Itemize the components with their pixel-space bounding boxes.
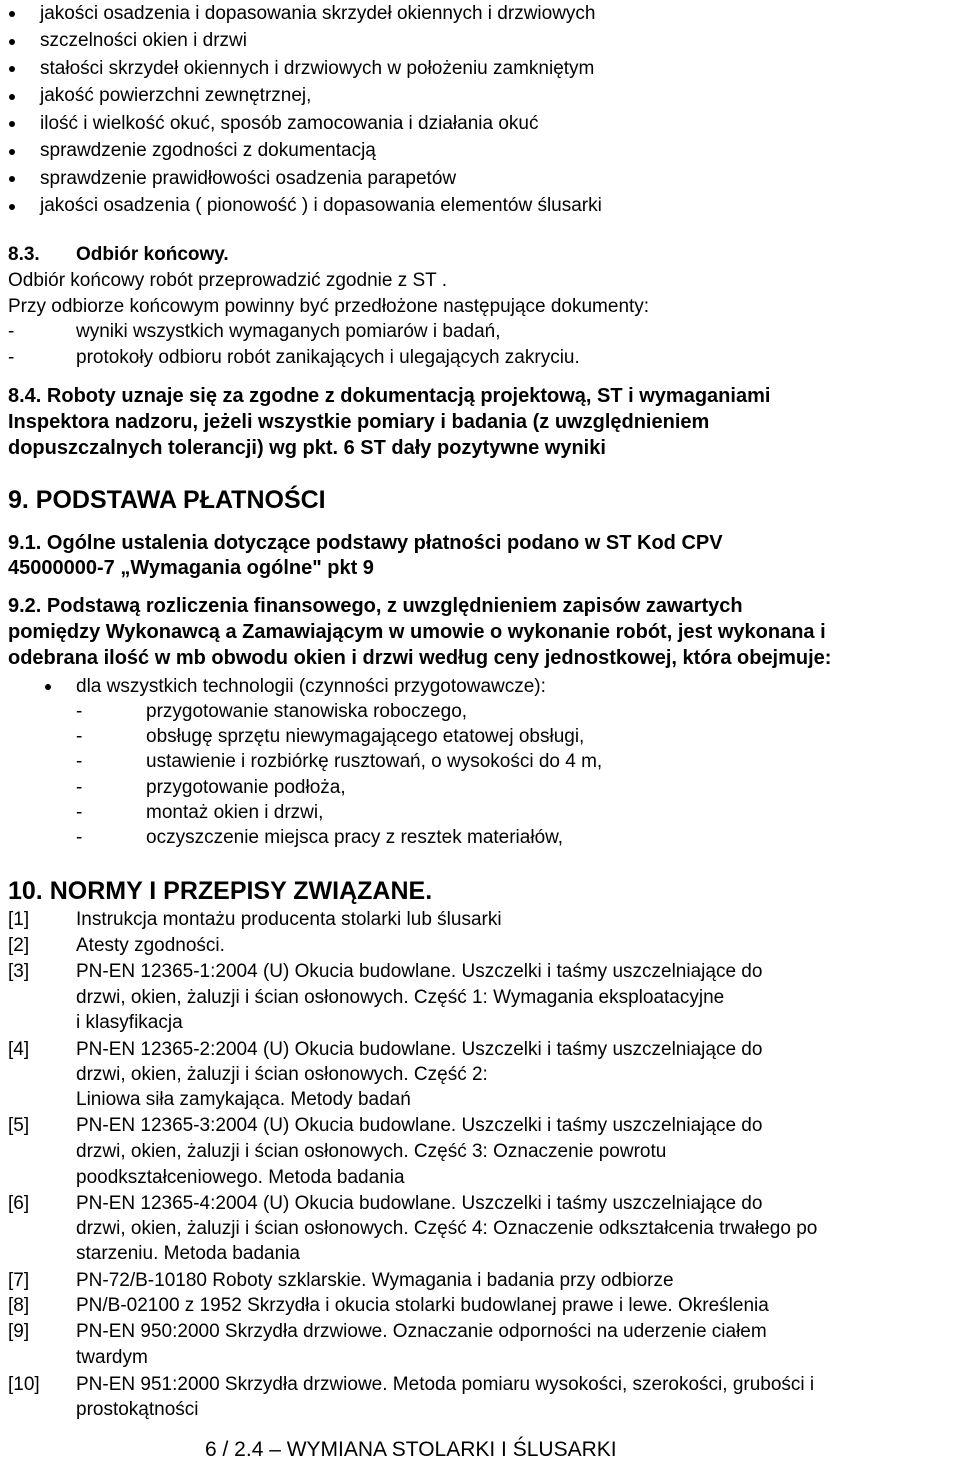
bullet-dot bbox=[9, 39, 15, 45]
list-item: ustawienie i rozbiórkę rusztowań, o wysokości do 4 m, bbox=[146, 751, 603, 772]
bullet-item: sprawdzenie prawidłowości osadzenia parapetów bbox=[40, 168, 457, 189]
list-item: przygotowanie podłoża, bbox=[146, 777, 346, 798]
page-footer: 6 / 2.4 – WYMIANA STOLARKI I ŚLUSARKI bbox=[205, 1438, 617, 1461]
paragraph-line-bold: 45000000-7 „Wymagania ogólne" pkt 9 bbox=[8, 557, 374, 579]
reference-text: poodkształceniowego. Metoda badania bbox=[76, 1167, 405, 1188]
reference-text: drzwi, okien, żaluzji i ścian osłonowych. Część 3: Oznaczenie powrotu bbox=[76, 1141, 667, 1162]
bullet-item: dla wszystkich technologii (czynności przygotowawcze): bbox=[76, 676, 546, 697]
bullet-dot bbox=[9, 176, 15, 182]
section-number: 8.3. bbox=[8, 244, 40, 265]
paragraph-line-bold: Inspektora nadzoru, jeżeli wszystkie pomiary i badania (z uwzględnieniem bbox=[8, 411, 710, 433]
reference-text: PN-EN 12365-4:2004 (U) Okucia budowlane. Uszczelki i taśmy uszczelniające do bbox=[76, 1193, 763, 1214]
chapter-heading: 10. NORMY I PRZEPISY ZWIĄZANE. bbox=[8, 877, 433, 905]
paragraph-line-bold: 9.2. Podstawą rozliczenia finansowego, z uwzględnieniem zapisów zawartych bbox=[8, 595, 743, 617]
bullet-item: szczelności okien i drzwi bbox=[40, 30, 247, 51]
reference-number: [7] bbox=[8, 1270, 30, 1291]
paragraph-line-bold: odebrana ilość w mb obwodu okien i drzwi według ceny jednostkowej, która obejmuje: bbox=[8, 647, 832, 669]
dash-marker: - bbox=[76, 751, 83, 772]
bullet-dot bbox=[9, 11, 15, 17]
reference-text: twardym bbox=[76, 1347, 148, 1368]
bullet-dot bbox=[9, 204, 15, 210]
bullet-dot bbox=[9, 121, 15, 127]
bullet-item: jakości osadzenia ( pionowość ) i dopasowania elementów ślusarki bbox=[40, 195, 602, 216]
reference-number: [10] bbox=[8, 1374, 40, 1395]
paragraph-line-bold: 9.1. Ogólne ustalenia dotyczące podstawy płatności podano w ST Kod CPV bbox=[8, 532, 723, 554]
bullet-dot bbox=[9, 94, 15, 100]
dash-marker: - bbox=[76, 827, 83, 848]
bullet-item: sprawdzenie zgodności z dokumentacją bbox=[40, 140, 376, 161]
dash-marker: - bbox=[76, 777, 83, 798]
reference-text: drzwi, okien, żaluzji i ścian osłonowych. Część 4: Oznaczenie odkształcenia trwałego po bbox=[76, 1218, 818, 1239]
bullet-dot bbox=[9, 66, 15, 72]
bullet-item: stałości skrzydeł okiennych i drzwiowych w położeniu zamkniętym bbox=[40, 58, 595, 79]
reference-number: [6] bbox=[8, 1193, 30, 1214]
reference-text: prostokątności bbox=[76, 1399, 199, 1420]
dash-marker: - bbox=[8, 321, 15, 342]
reference-text: starzeniu. Metoda badania bbox=[76, 1243, 300, 1264]
paragraph-line-bold: 8.4. Roboty uznaje się za zgodne z dokumentacją projektową, ST i wymaganiami bbox=[8, 385, 771, 407]
paragraph-line-bold: pomiędzy Wykonawcą a Zamawiającym w umowie o wykonanie robót, jest wykonana i bbox=[8, 621, 826, 643]
reference-text: Atesty zgodności. bbox=[76, 935, 225, 956]
list-item: przygotowanie stanowiska roboczego, bbox=[146, 701, 468, 722]
reference-text: PN-EN 12365-2:2004 (U) Okucia budowlane. Uszczelki i taśmy uszczelniające do bbox=[76, 1039, 763, 1060]
dash-marker: - bbox=[76, 726, 83, 747]
reference-text: drzwi, okien, żaluzji i ścian osłonowych. Część 1: Wymagania eksploatacyjne bbox=[76, 987, 725, 1008]
list-item: oczyszczenie miejsca pracy z resztek materiałów, bbox=[146, 827, 564, 848]
bullet-dot bbox=[9, 149, 15, 155]
dash-marker: - bbox=[76, 802, 83, 823]
list-item: wyniki wszystkich wymaganych pomiarów i badań, bbox=[76, 321, 501, 342]
reference-text: PN-EN 12365-3:2004 (U) Okucia budowlane. Uszczelki i taśmy uszczelniające do bbox=[76, 1115, 763, 1136]
reference-number: [1] bbox=[8, 909, 30, 930]
reference-number: [2] bbox=[8, 935, 30, 956]
reference-text: PN-EN 951:2000 Skrzydła drzwiowe. Metoda pomiaru wysokości, szerokości, grubości i bbox=[76, 1374, 815, 1395]
reference-text: PN/B-02100 z 1952 Skrzydła i okucia stolarki budowlanej prawe i lewe. Określenia bbox=[76, 1295, 769, 1316]
dash-marker: - bbox=[76, 701, 83, 722]
chapter-heading: 9. PODSTAWA PŁATNOŚCI bbox=[8, 486, 326, 514]
reference-number: [4] bbox=[8, 1039, 30, 1060]
reference-text: i klasyfikacja bbox=[76, 1012, 183, 1033]
reference-text: PN-EN 12365-1:2004 (U) Okucia budowlane. Uszczelki i taśmy uszczelniające do bbox=[76, 961, 763, 982]
bullet-item: jakości osadzenia i dopasowania skrzydeł okiennych i drzwiowych bbox=[40, 3, 596, 24]
paragraph-line: Odbiór końcowy robót przeprowadzić zgodnie z ST . bbox=[8, 270, 447, 291]
section-heading: Odbiór końcowy. bbox=[76, 244, 229, 265]
reference-text: drzwi, okien, żaluzji i ścian osłonowych. Część 2: bbox=[76, 1064, 488, 1085]
dash-marker: - bbox=[8, 347, 15, 368]
reference-number: [3] bbox=[8, 961, 30, 982]
reference-text: Instrukcja montażu producenta stolarki lub ślusarki bbox=[76, 909, 502, 930]
paragraph-line-bold: dopuszczalnych tolerancji) wg pkt. 6 ST dały pozytywne wyniki bbox=[8, 437, 606, 459]
paragraph-line: Przy odbiorze końcowym powinny być przedłożone następujące dokumenty: bbox=[8, 296, 650, 317]
bullet-item: jakość powierzchni zewnętrznej, bbox=[40, 85, 312, 106]
reference-text: Liniowa siła zamykająca. Metody badań bbox=[76, 1089, 411, 1110]
list-item: montaż okien i drzwi, bbox=[146, 802, 324, 823]
reference-number: [9] bbox=[8, 1321, 30, 1342]
bullet-dot bbox=[45, 684, 51, 690]
list-item: obsługę sprzętu niewymagającego etatowej obsługi, bbox=[146, 726, 585, 747]
reference-number: [8] bbox=[8, 1295, 30, 1316]
list-item: protokoły odbioru robót zanikających i ulegających zakryciu. bbox=[76, 347, 580, 368]
reference-text: PN-EN 950:2000 Skrzydła drzwiowe. Oznaczanie odporności na uderzenie ciałem bbox=[76, 1321, 767, 1342]
bullet-item: ilość i wielkość okuć, sposób zamocowania i działania okuć bbox=[40, 113, 539, 134]
reference-number: [5] bbox=[8, 1115, 30, 1136]
reference-text: PN-72/B-10180 Roboty szklarskie. Wymagania i badania przy odbiorze bbox=[76, 1270, 674, 1291]
